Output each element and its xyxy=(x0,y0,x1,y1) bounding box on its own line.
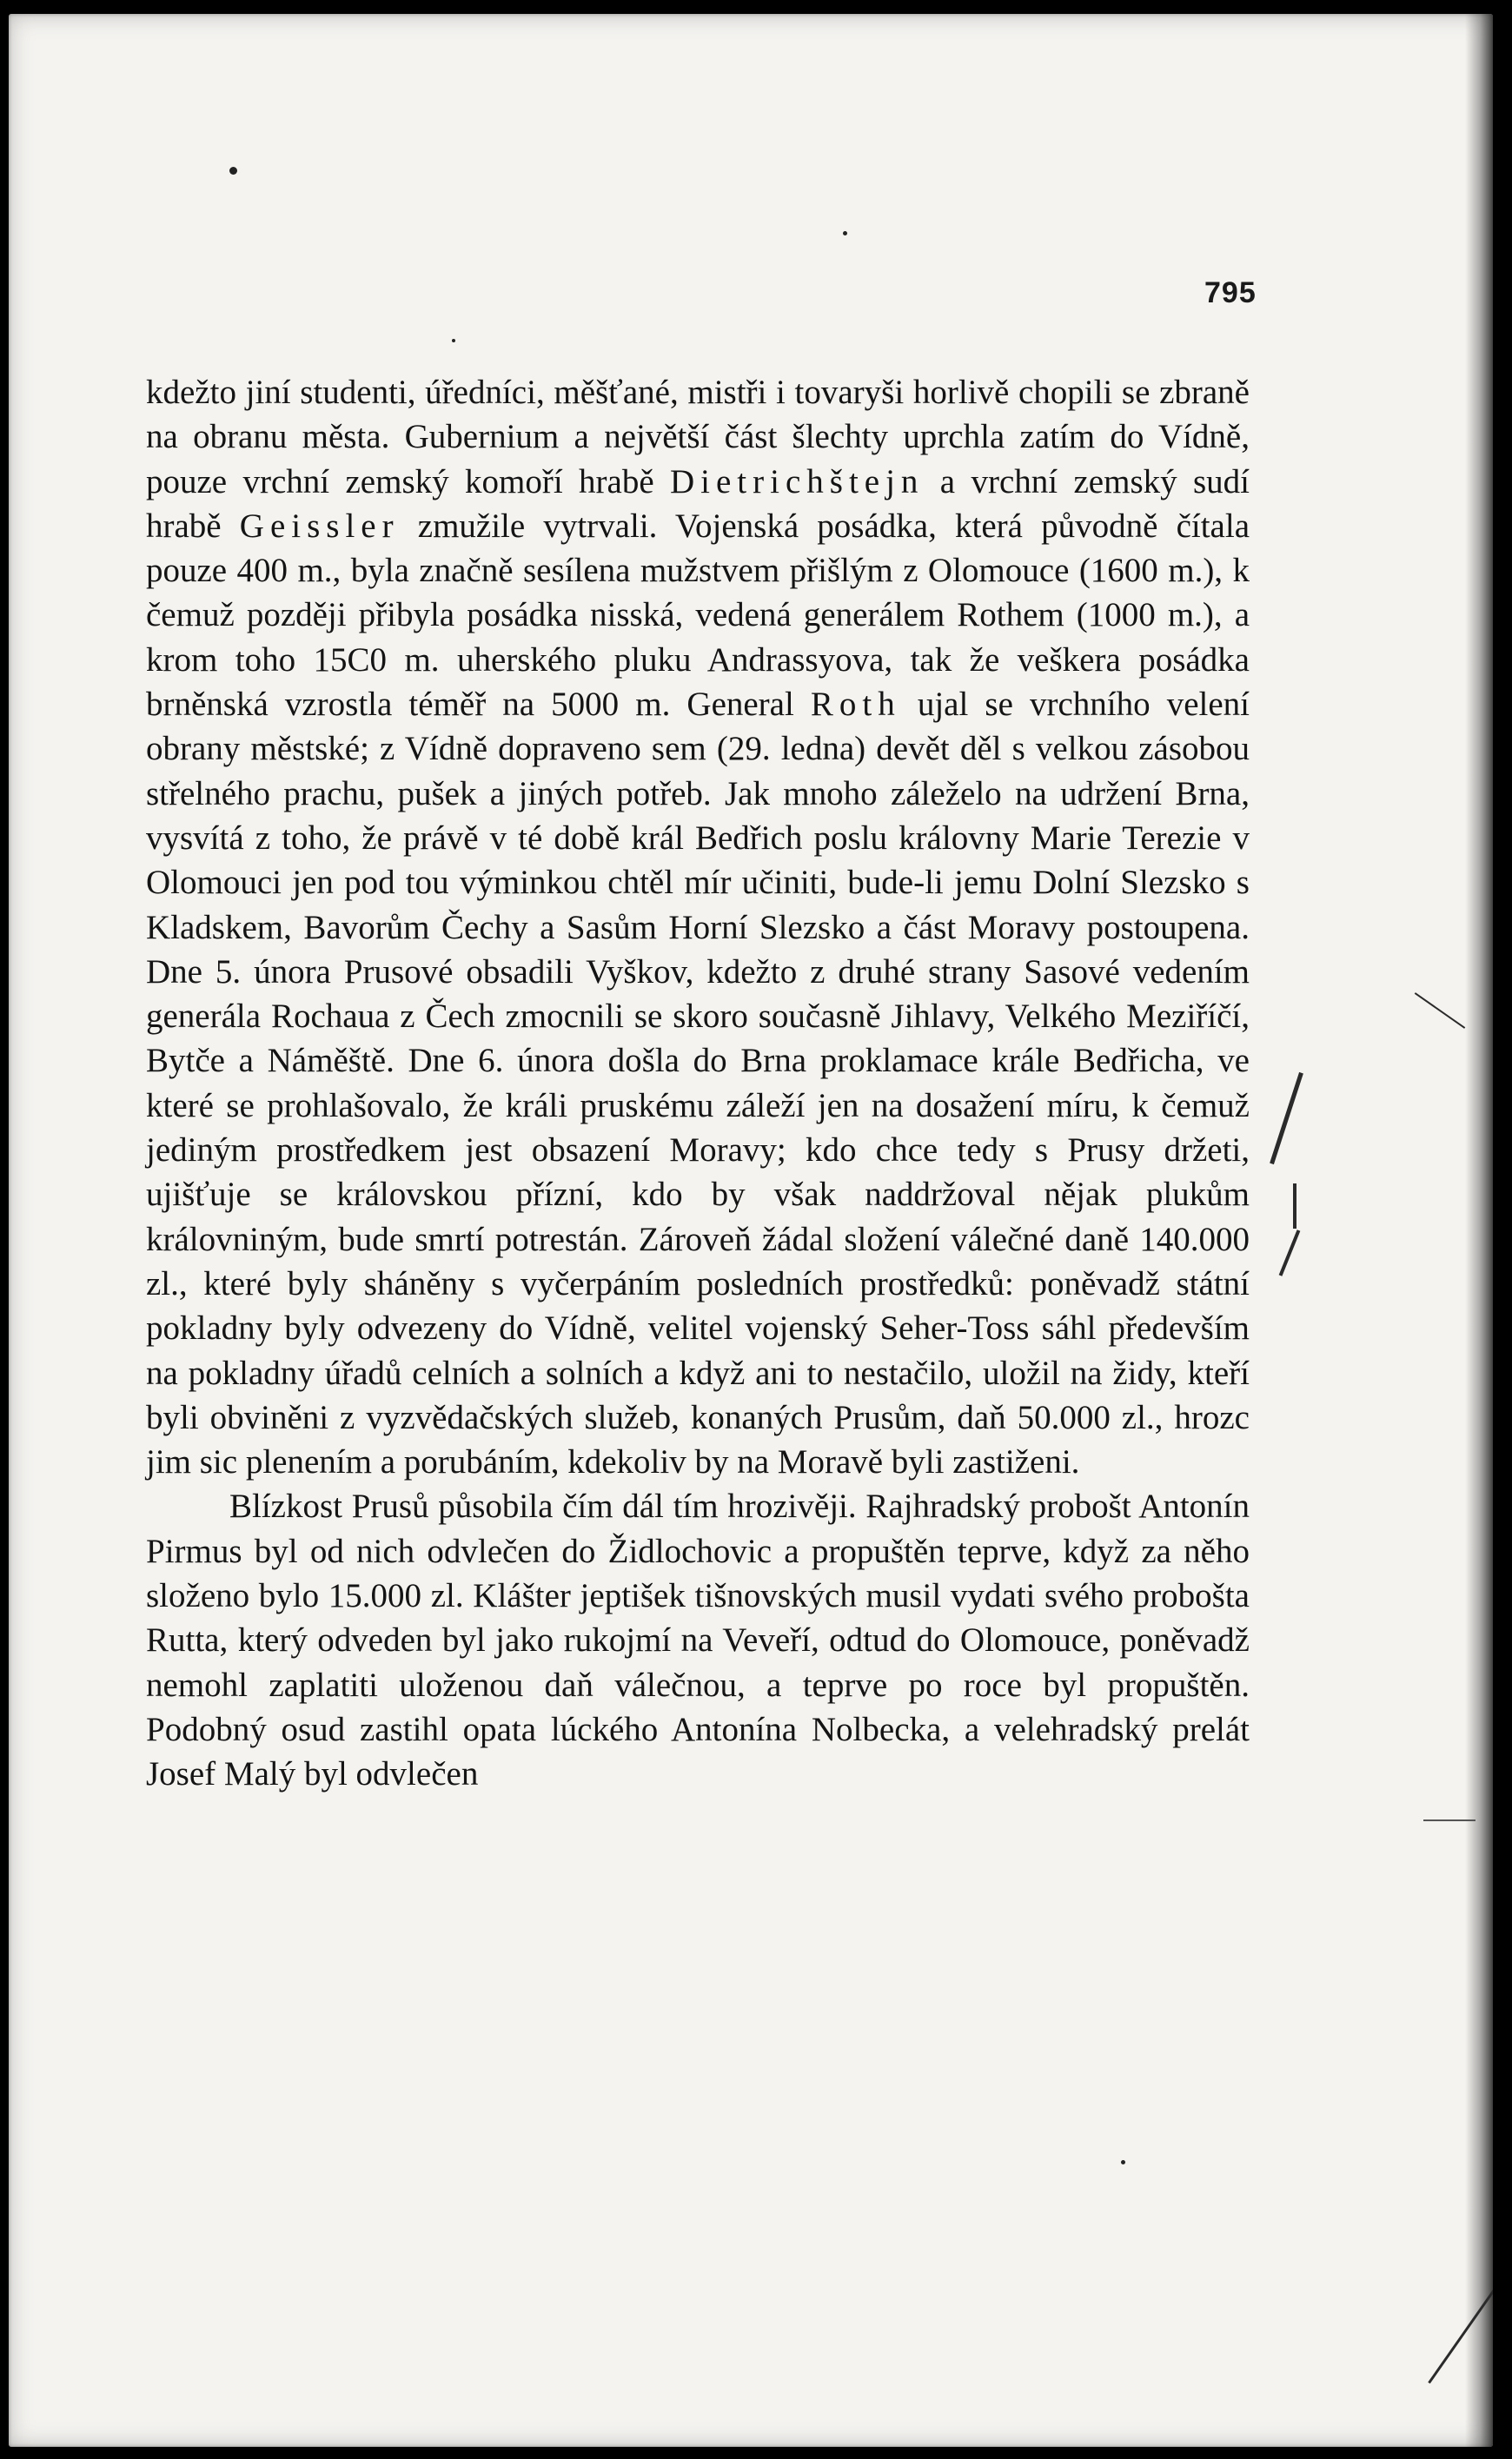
margin-pencil-mark xyxy=(1279,1230,1301,1276)
scan-speck xyxy=(843,231,847,235)
name-roth: Roth xyxy=(810,686,901,724)
margin-pencil-mark xyxy=(1293,1183,1296,1229)
paragraph-1-part-d: ujal se vrchního velení obrany městské; z Vídně dopraveno sem (29. ledna) devět děl s velkou zásobou střelného prachu, pušek a jiných potřeb. Jak mnoho záleželo na udržení Brna, vysvítá z toho, že právě v té době král Bedřich poslu královny Marie Terezie v Olomouci jen pod tou výminkou chtěl mír učiniti, bude-li jemu Dolní Slezsko s Kladskem, Bavorům Čechy a Sasům Horní Slezsko a část Moravy postoupena. Dne 5. února Prusové obsadili Vyškov, kdežto z druhé strany Sasové vedením generála Rochaua z Čech zmocnili se skoro současně Jihlavy, Velkého Meziříčí, Bytče a Náměště. Dne 6. února došla do Brna proklamace krále Bedřicha, ve které se prohlašovalo, že králi pruskému záleží jen na dosažení míru, k čemuž jediným prostředkem jest obsazení Moravy; kdo chce tedy s Prusy držeti, ujišťuje se královskou přízní, kdo by však naddržoval nějak plukům královniným, bude smrtí potrestán. Zároveň žádal složení válečné daně 140.000 zl., které byly sháněny s vyčerpáním posledních prostředků: poněvadž státní pokladny byly odvezeny do Vídně, velitel vojenský Seher-Toss sáhl především na pokladny úřadů celních a solních a když ani to nestačilo, uložil na židy, kteří byli obviněni z vyzvědačských služeb, konaných Prusům, daň 50.000 zl., hrozc jim sic plenením a porubáním, kdekoliv by na Moravě byli zastiženi. xyxy=(146,686,1250,1481)
book-page xyxy=(9,14,1493,2447)
margin-pencil-mark xyxy=(1415,992,1465,1029)
paragraph-1-part-a: kdežto jiní studenti, úředníci, měšťané, mistři i tovaryši horlivě chopili se zbraně na obranu města. Gubernium a největší část šlechty uprchla zatím do Vídně, pouze vrchní zemský komoří hrabě xyxy=(146,374,1250,500)
margin-pencil-mark xyxy=(1270,1072,1303,1164)
name-geissler: Geissler xyxy=(239,507,400,545)
scan-speck xyxy=(452,339,455,342)
page-number: 795 xyxy=(1204,276,1257,309)
body-text xyxy=(146,370,1250,1797)
scan-speck xyxy=(1121,2160,1125,2164)
paragraph-1-part-c: zmužile vytrvali. Vojenská posádka, která původně čítala pouze 400 m., byla značně sesílena mužstvem přišlým z Olomouce (1600 m.), k čemuž později přibyla posádka nisská, vedená generálem Rothem (1000 m.), a krom toho 15C0 m. uherského pluku Andrassyova, tak že veškera posádka brněnská vzrostla téměř na 5000 m. General xyxy=(146,507,1250,724)
margin-pencil-dash xyxy=(1423,1819,1476,1821)
paragraph-2: Blízkost Prusů působila čím dál tím hrozivěji. Rajhradský probošt Antonín Pirmus byl od nich odvlečen do Židlochovic a propuštěn teprve, když za něho složeno bylo 15.000 zl. Klášter jeptišek tišnovských musil vydati svého probošta Rutta, který odveden byl jako rukojmí na Veveří, odtud do Olomouce, poněvadž nemohl zaplatiti uloženou daň válečnou, a teprve po roce byl propuštěn. Podobný osud zastihl opata lúckého Antonína Nolbecka, a velehradský prelát Josef Malý byl odvlečen xyxy=(146,1488,1250,1793)
paragraph-1 xyxy=(146,370,1250,1484)
page-spine-shadow xyxy=(1465,14,1493,2447)
scan-speck xyxy=(229,167,237,175)
name-dietrichstejn: Dietrichštejn xyxy=(670,462,925,500)
paragraph-1-part-b: a vrchní zemský sudí hrabě xyxy=(146,462,1250,545)
